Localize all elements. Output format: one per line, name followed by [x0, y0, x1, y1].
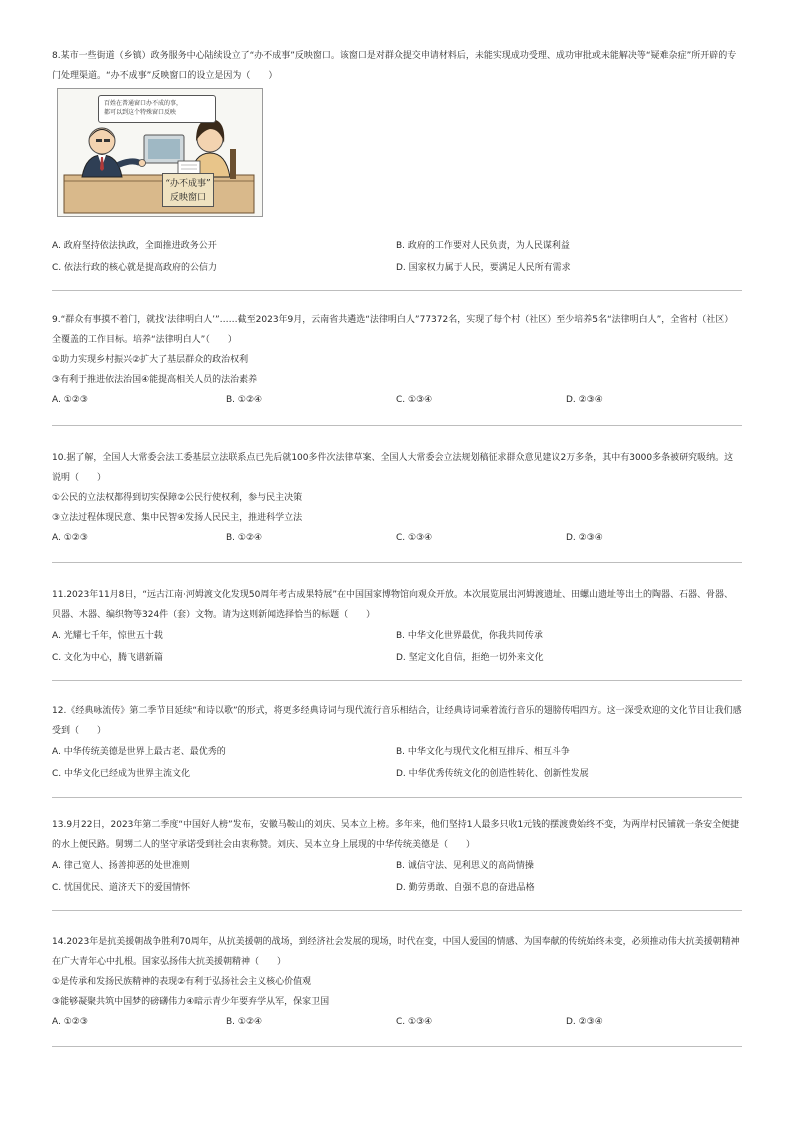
option-b[interactable]: B. ①②④	[226, 533, 263, 543]
option-d[interactable]: D. 国家权力属于人民，要满足人民所有需求	[396, 263, 571, 273]
statement-line-1: ①助力实现乡村振兴②扩大了基层群众的政治权利	[52, 355, 249, 365]
divider	[52, 562, 742, 563]
option-c[interactable]: C. 依法行政的核心就是提高政府的公信力	[52, 263, 218, 273]
question-9	[52, 310, 742, 410]
question-14	[52, 932, 742, 1032]
option-a[interactable]: A. ①②③	[52, 1017, 88, 1027]
divider	[52, 797, 742, 798]
question-stem: 8.某市一些街道（乡镇）政务服务中心陆续设立了“办不成事”反映窗口。该窗口是对群众提交申请材料后，未能实现成功受理、成功审批或未能解决等“疑难杂症”所开辟的专门处理渠道。“办不成事”反映窗口的设立是因为（ ）	[52, 51, 737, 81]
option-a[interactable]: A. 政府坚持依法执政，全面推进政务公开	[52, 241, 217, 251]
sign-text-line-1: “办不成事”	[165, 179, 211, 189]
option-d[interactable]: D. ②③④	[566, 1017, 603, 1027]
option-c[interactable]: C. ①③④	[396, 395, 433, 405]
option-b[interactable]: B. ①②④	[226, 395, 263, 405]
option-b[interactable]: B. 政府的工作要对人民负责，为人民谋利益	[396, 241, 570, 251]
bubble-text-line-2: 都可以到这个特殊窗口反映	[104, 109, 177, 116]
office-window-cartoon	[57, 88, 263, 217]
sign-text-line-2: 反映窗口	[169, 193, 206, 203]
statement-line-2: ③有利于推进依法治国④能提高相关人员的法治素养	[52, 375, 258, 385]
option-d[interactable]: D. ②③④	[566, 533, 603, 543]
question-10	[52, 448, 742, 548]
option-a[interactable]: A. ①②③	[52, 533, 88, 543]
option-a[interactable]: A. 律己宽人、扬善抑恶的处世准则	[52, 861, 190, 871]
option-a[interactable]: A. 中华传统美德是世界上最古老、最优秀的	[52, 747, 226, 757]
divider	[52, 425, 742, 426]
question-stem: 13.9月22日，2023年第二季度“中国好人榜”发布，安徽马鞍山的刘庆、吴本立上榜。多年来，他们坚持1人最多只收1元钱的摆渡费始终不变，为两岸村民铺就一条安全便捷的水上便民路。舅甥二人的坚守承诺受到社会由衷称赞。刘庆、吴本立身上展现的中华传统美德是（ ）	[52, 820, 740, 850]
option-c[interactable]: C. ①③④	[396, 533, 433, 543]
question-13	[52, 815, 742, 899]
option-b[interactable]: B. 中华文化与现代文化相互排斥、相互斗争	[396, 747, 570, 757]
question-8	[52, 46, 742, 86]
divider	[52, 290, 742, 291]
statement-line-1: ①是传承和发扬民族精神的表现②有利于弘扬社会主义核心价值观	[52, 977, 312, 987]
speech-bubble	[98, 95, 216, 123]
question-12	[52, 701, 742, 785]
option-a[interactable]: A. ①②③	[52, 395, 88, 405]
option-d[interactable]: D. 勤劳勇敢、自强不息的奋进品格	[396, 883, 535, 893]
question-stem: 9.“群众有事摸不着门，就找‘法律明白人’”……截至2023年9月，云南省共遴选“法律明白人”77372名，实现了每个村（社区）至少培养5名“法律明白人”，全省村（社区）全覆盖的工作目标。培养“法律明白人”（ ）	[52, 315, 734, 345]
option-c[interactable]: C. 文化为中心，腾飞谱新篇	[52, 653, 164, 663]
option-b[interactable]: B. 诚信守法、见利思义的高尚情操	[396, 861, 534, 871]
statement-line-1: ①公民的立法权都得到切实保障②公民行使权利，参与民主决策	[52, 493, 303, 503]
divider	[52, 910, 742, 911]
option-d[interactable]: D. 坚定文化自信，拒绝一切外来文化	[396, 653, 544, 663]
option-b[interactable]: B. ①②④	[226, 1017, 263, 1027]
question-11	[52, 585, 742, 669]
divider	[52, 1046, 742, 1047]
bubble-text-line-1: 百姓在普通窗口办不成的事，	[104, 100, 183, 107]
question-stem: 12.《经典咏流传》第二季节目延续“和诗以歌”的形式，将更多经典诗词与现代流行音乐相结合，让经典诗词乘着流行音乐的翅膀传唱四方。这一深受欢迎的文化节目让我们感受到（ ）	[52, 706, 742, 736]
question-stem: 11.2023年11月8日，“远古江南·河姆渡文化发现50周年考古成果特展”在中国国家博物馆向观众开放。本次展览展出河姆渡遗址、田螺山遗址等出土的陶器、石器、骨器、贝器、木器、编织物等324件（套）文物。请为这则新闻选择恰当的标题（ ）	[52, 590, 734, 620]
divider	[52, 680, 742, 681]
question-8-options	[52, 235, 742, 279]
question-stem: 10.据了解，全国人大常委会法工委基层立法联系点已先后就100多件次法律草案、全国人大常委会立法规划稿征求群众意见建议2万多条，其中有3000多条被研究吸纳。这说明（ ）	[52, 453, 734, 483]
option-a[interactable]: A. 光耀七千年，惊世五十载	[52, 631, 163, 641]
question-stem: 14.2023年是抗美援朝战争胜利70周年，从抗美援朝的战场，到经济社会发展的现场，时代在变，中国人爱国的情感、为国奉献的传统始终未变，必须推动伟大抗美援朝精神在广大青年心中扎根。国家弘扬伟大抗美援朝精神（ ）	[52, 937, 740, 967]
option-c[interactable]: C. 忧国优民、道济天下的爱国情怀	[52, 883, 191, 893]
option-b[interactable]: B. 中华文化世界最优，你我共同传承	[396, 631, 543, 641]
option-c[interactable]: C. ①③④	[396, 1017, 433, 1027]
statement-line-2: ③能够凝聚共筑中国梦的磅礴伟力④暗示青少年要弃学从军，保家卫国	[52, 997, 330, 1007]
option-d[interactable]: D. 中华优秀传统文化的创造性转化、创新性发展	[396, 769, 589, 779]
option-c[interactable]: C. 中华文化已经成为世界主流文化	[52, 769, 191, 779]
statement-line-2: ③立法过程体现民意、集中民智④发扬人民民主，推进科学立法	[52, 513, 303, 523]
window-sign	[162, 173, 214, 207]
option-d[interactable]: D. ②③④	[566, 395, 603, 405]
